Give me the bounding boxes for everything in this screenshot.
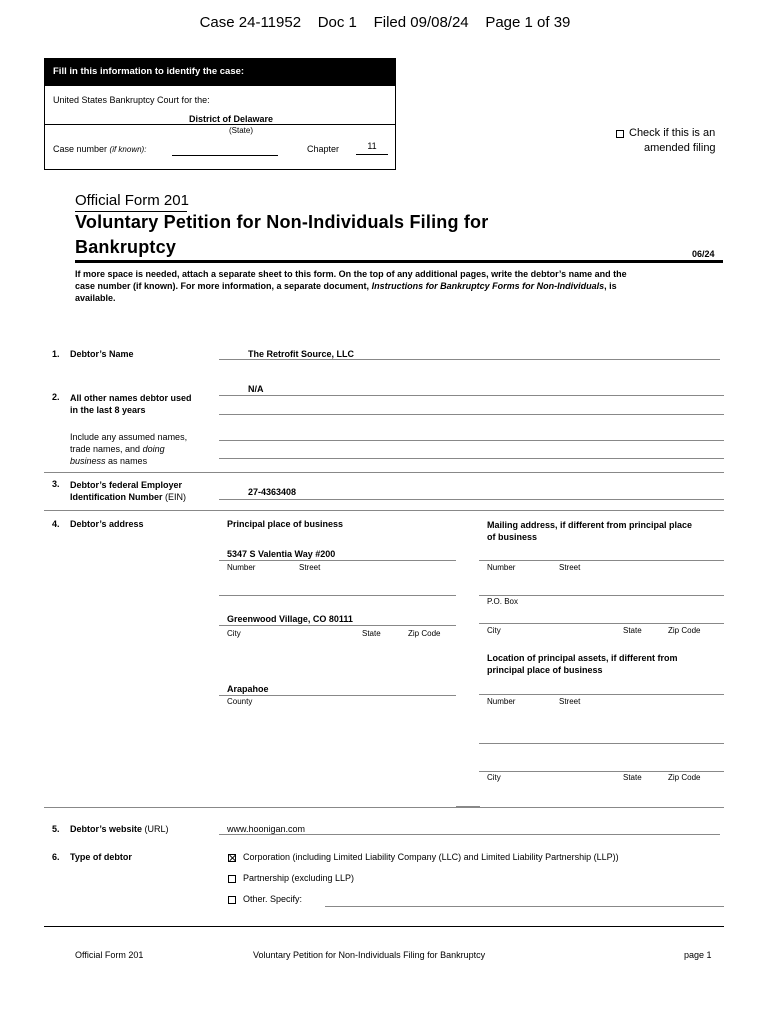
case-number-stamp: Case 24-11952 [199,14,302,31]
title-rule [75,260,723,263]
other-names-line-2 [219,414,724,415]
q4-label: Debtor’s address [70,519,144,529]
footer-page: page 1 [684,950,712,960]
website-value[interactable]: www.hoonigan.com [227,824,306,834]
q2-label: All other names debtor used in the last 8 years [70,393,192,415]
principal-zip-label: Zip Code [408,629,441,638]
section-divider-3 [44,510,724,511]
other-names-value[interactable]: N/A [248,384,264,394]
corporation-option-label: Corporation (including Limited Liability Company (LLC) and Limited Liability Partnership (LLP)) [243,852,619,862]
assets-city-label: City [487,773,501,782]
amended-filing-checkbox[interactable] [616,130,624,138]
q4-number: 4. [52,519,60,529]
assets-street-label: Street [559,697,581,706]
assets-zip-label: Zip Code [668,773,701,782]
q5-number: 5. [52,824,60,834]
case-identification-title: Fill in this information to identify the case: [44,58,395,86]
partnership-option-label: Partnership (excluding LLP) [243,873,355,883]
district-value: District of Delaware [188,114,274,124]
other-names-line-3 [219,440,724,441]
other-specify-field[interactable] [325,906,724,907]
amended-label-line1: Check if this is an [629,127,716,139]
form-name: Official Form 201 [75,192,189,209]
q2-number: 2. [52,392,60,402]
principal-street-value[interactable]: 5347 S Valentia Way #200 [227,549,336,559]
mailing-number-label: Number [487,563,516,572]
page-count-stamp: Page 1 of 39 [485,14,571,31]
debtor-name-value[interactable]: The Retrofit Source, LLC [248,349,355,359]
footer-rule [44,926,724,927]
principal-state-label: State [362,629,381,638]
mailing-city-line [479,623,724,624]
principal-assets-heading: Location of principal assets, if different from principal place of business [487,653,678,675]
principal-city-value[interactable]: Greenwood Village, CO 80111 [227,614,353,624]
mailing-zip-label: Zip Code [668,626,701,635]
q6-label: Type of debtor [70,852,132,862]
county-label: County [227,697,253,706]
other-names-line-1 [219,395,724,396]
footer-form-name: Official Form 201 [75,950,144,960]
partnership-checkbox[interactable] [228,875,236,883]
q5-label: Debtor’s website (URL) [70,824,169,834]
ein-value[interactable]: 27-4363408 [248,487,297,497]
ein-line [219,499,724,500]
state-sublabel: (State) [228,126,253,135]
debtor-name-line [219,359,720,360]
other-option-label: Other. Specify: [243,894,303,904]
assets-line-2 [479,743,724,744]
principal-line-2 [219,595,456,596]
principal-street-line [219,560,456,561]
section-divider-2 [44,472,724,473]
form-version: 06/24 [692,249,715,259]
mailing-line-2 [479,595,724,596]
mailing-state-label: State [623,626,642,635]
case-number-field[interactable] [172,143,278,156]
mailing-street-line [479,560,724,561]
q6-number: 6. [52,852,60,862]
mailing-street-label: Street [559,563,581,572]
assets-street-line [479,694,724,695]
other-checkbox[interactable] [228,896,236,904]
form-title-line2: Bankruptcy [75,237,177,257]
amended-label-line2: amended filing [644,142,716,154]
q3-label: Debtor’s federal Employer Identification Number (EIN) [70,480,187,502]
form-title-line1: Voluntary Petition for Non-Individuals Filing for [75,212,489,232]
principal-place-heading: Principal place of business [227,519,344,529]
assets-city-line [479,771,724,772]
chapter-value[interactable]: 11 [356,141,388,155]
mailing-city-label: City [487,626,501,635]
county-value[interactable]: Arapahoe [227,684,269,694]
mailing-address-heading: Mailing address, if different from principal place of business [487,520,693,542]
footer-title: Voluntary Petition for Non-Individuals Filing for Bankruptcy [253,950,486,960]
corporation-checkbox[interactable] [228,854,236,862]
section-divider-4 [44,807,724,808]
court-filing-stamp [0,14,770,31]
principal-street-label: Street [299,563,321,572]
assets-number-label: Number [487,697,516,706]
q3-number: 3. [52,479,60,489]
q2-note: Include any assumed names, trade names, and doing business as names [70,432,188,466]
website-line [219,834,720,835]
assets-state-label: State [623,773,642,782]
chapter-label: Chapter [307,144,340,154]
po-box-label: P.O. Box [487,597,518,606]
principal-city-line [219,625,456,626]
other-names-line-4 [219,458,724,459]
form-instructions: If more space is needed, attach a separate sheet to this form. On the top of any additional pages, write the debtor’s name and the case number (if known). For more information, a separate document, Instructions for Bankruptcy Forms for Non-Individuals, is available. [75,269,627,303]
principal-number-label: Number [227,563,256,572]
doc-number-stamp: Doc 1 [317,14,357,31]
q1-label: Debtor’s Name [70,349,134,359]
filed-date-stamp: Filed 09/08/24 [373,14,469,31]
q1-number: 1. [52,349,60,359]
court-divider [44,124,395,125]
court-label: United States Bankruptcy Court for the: [53,95,210,105]
case-number-label: Case number (if known): [53,144,147,154]
county-line [219,695,456,696]
principal-city-label: City [227,629,241,638]
